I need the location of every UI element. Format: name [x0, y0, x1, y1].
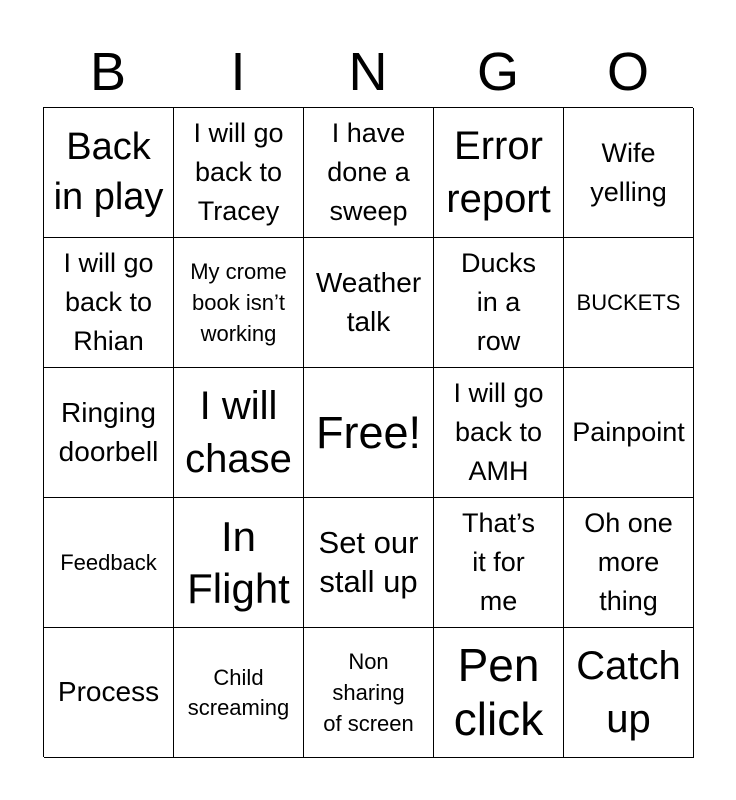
bingo-cell-thats-it-for-me[interactable] — [434, 498, 564, 628]
cell-label: Painpoint — [572, 417, 685, 448]
bingo-cell-pen-click[interactable] — [434, 628, 564, 758]
bingo-cell-will-chase[interactable] — [174, 368, 304, 498]
header-letter-o: O — [606, 42, 649, 102]
bingo-cell-error-report[interactable] — [434, 108, 564, 238]
bingo-cell-ducks-in-a-row[interactable] — [434, 238, 564, 368]
bingo-cell-buckets[interactable] — [564, 238, 694, 368]
cell-label: BUCKETS — [576, 289, 681, 315]
cell-label: Process — [57, 676, 160, 708]
cell-label: Ringing doorbell — [58, 396, 159, 467]
bingo-cell-back-in-play[interactable] — [44, 108, 174, 238]
bingo-cell-crome-book[interactable] — [174, 238, 304, 368]
bingo-cell-painpoint[interactable] — [564, 368, 694, 498]
cell-label: Non sharing of screen — [323, 648, 414, 737]
header-letter-i: I — [230, 42, 246, 102]
cell-label: Pen click — [453, 639, 544, 745]
header-letter-n: N — [348, 42, 388, 102]
cell-label: Child screaming — [187, 664, 290, 720]
cell-label: Error report — [446, 123, 551, 221]
bingo-cell-process[interactable] — [44, 628, 174, 758]
cell-label: Free! — [315, 406, 422, 458]
cell-label: Weather talk — [315, 266, 422, 337]
header-letter-b: B — [89, 42, 127, 102]
bingo-cell-in-flight[interactable] — [174, 498, 304, 628]
cell-label: In Flight — [187, 513, 290, 612]
bingo-cell-go-back-to-rhian[interactable] — [44, 238, 174, 368]
bingo-cell-weather-talk[interactable] — [304, 238, 434, 368]
cell-label: I will chase — [185, 383, 292, 481]
bingo-cell-set-stall-up[interactable] — [304, 498, 434, 628]
bingo-cell-catch-up[interactable] — [564, 628, 694, 758]
bingo-cell-non-sharing-of-screen[interactable] — [304, 628, 434, 758]
cell-label: Back in play — [53, 126, 164, 218]
cell-label: I will go back to Tracey — [193, 118, 284, 226]
bingo-board — [43, 107, 693, 757]
bingo-cell-one-more-thing[interactable] — [564, 498, 694, 628]
cell-label: Oh one more thing — [584, 508, 673, 616]
bingo-cell-free[interactable] — [304, 368, 434, 498]
bingo-header — [43, 40, 693, 104]
cell-label: Feedback — [60, 549, 157, 575]
header-letter-g: G — [476, 42, 519, 102]
cell-label: I have done a sweep — [327, 118, 410, 226]
bingo-cell-go-back-to-tracey[interactable] — [174, 108, 304, 238]
cell-label: Wife yelling — [590, 137, 667, 207]
bingo-cell-child-screaming[interactable] — [174, 628, 304, 758]
bingo-cell-wife-yelling[interactable] — [564, 108, 694, 238]
cell-label: Ducks in a row — [460, 248, 536, 356]
cell-label: My crome book isn’t working — [190, 258, 287, 347]
bingo-cell-feedback[interactable] — [44, 498, 174, 628]
cell-label: Catch up — [576, 643, 681, 741]
cell-label: I will go back to AMH — [453, 378, 544, 486]
bingo-cell-go-back-to-amh[interactable] — [434, 368, 564, 498]
cell-label: I will go back to Rhian — [63, 248, 154, 356]
bingo-cell-ringing-doorbell[interactable] — [44, 368, 174, 498]
cell-label: That’s it for me — [461, 508, 536, 616]
cell-label: Set our stall up — [318, 525, 419, 599]
bingo-cell-done-a-sweep[interactable] — [304, 108, 434, 238]
